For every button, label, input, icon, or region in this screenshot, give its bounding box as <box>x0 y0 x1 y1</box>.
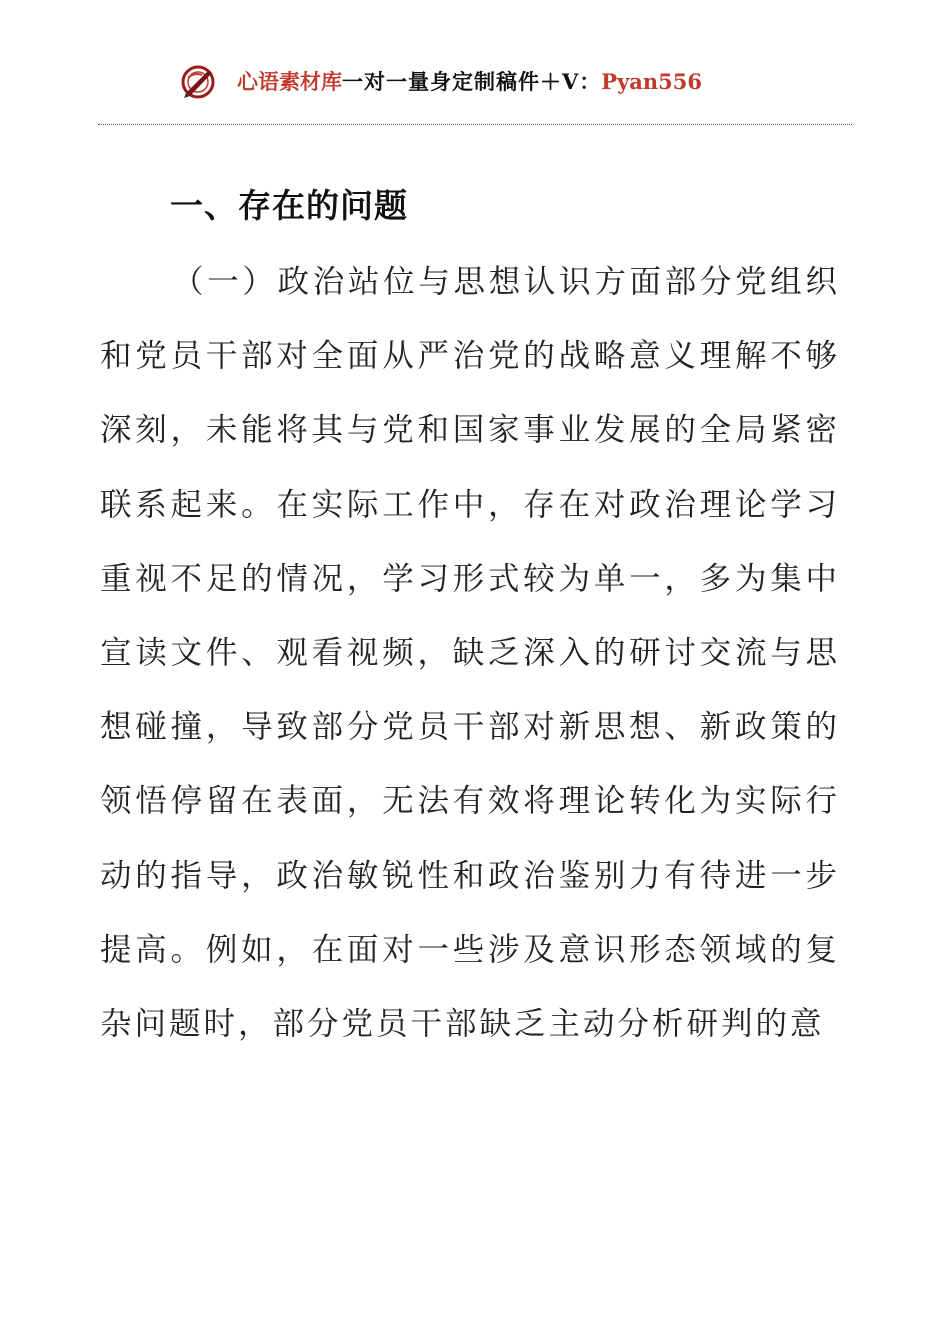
header-tagline: 一对一量身定制稿件＋V： <box>342 69 602 94</box>
page-header <box>0 56 950 108</box>
header-title <box>237 68 702 96</box>
brand-name: 心语素材库 <box>237 69 342 94</box>
body-paragraph: （一）政治站位与思想认识方面部分党组织和党员干部对全面从严治党的战略意义理解不够深刻，未能将其与党和国家事业发展的全局紧密联系起来。在实际工作中，存在对政治理论学习重视不足的情况，学习形式较为单一，多为集中宣读文件、观看视频，缺乏深入的研讨交流与思想碰撞，导致部分党员干部对新思想、新政策的领悟停留在表面，无法有效将理论转化为实际行动的指导，政治敏锐性和政治鉴别力有待进一步提高。例如，在面对一些涉及意识形态领域的复杂问题时，部分党员干部缺乏主动分析研判的意 <box>100 264 840 1043</box>
section-heading: 一、存在的问题 <box>170 186 408 225</box>
header-divider <box>98 124 852 125</box>
pen-circle-logo-icon <box>178 62 218 102</box>
contact-id: Pyan556 <box>601 69 703 94</box>
